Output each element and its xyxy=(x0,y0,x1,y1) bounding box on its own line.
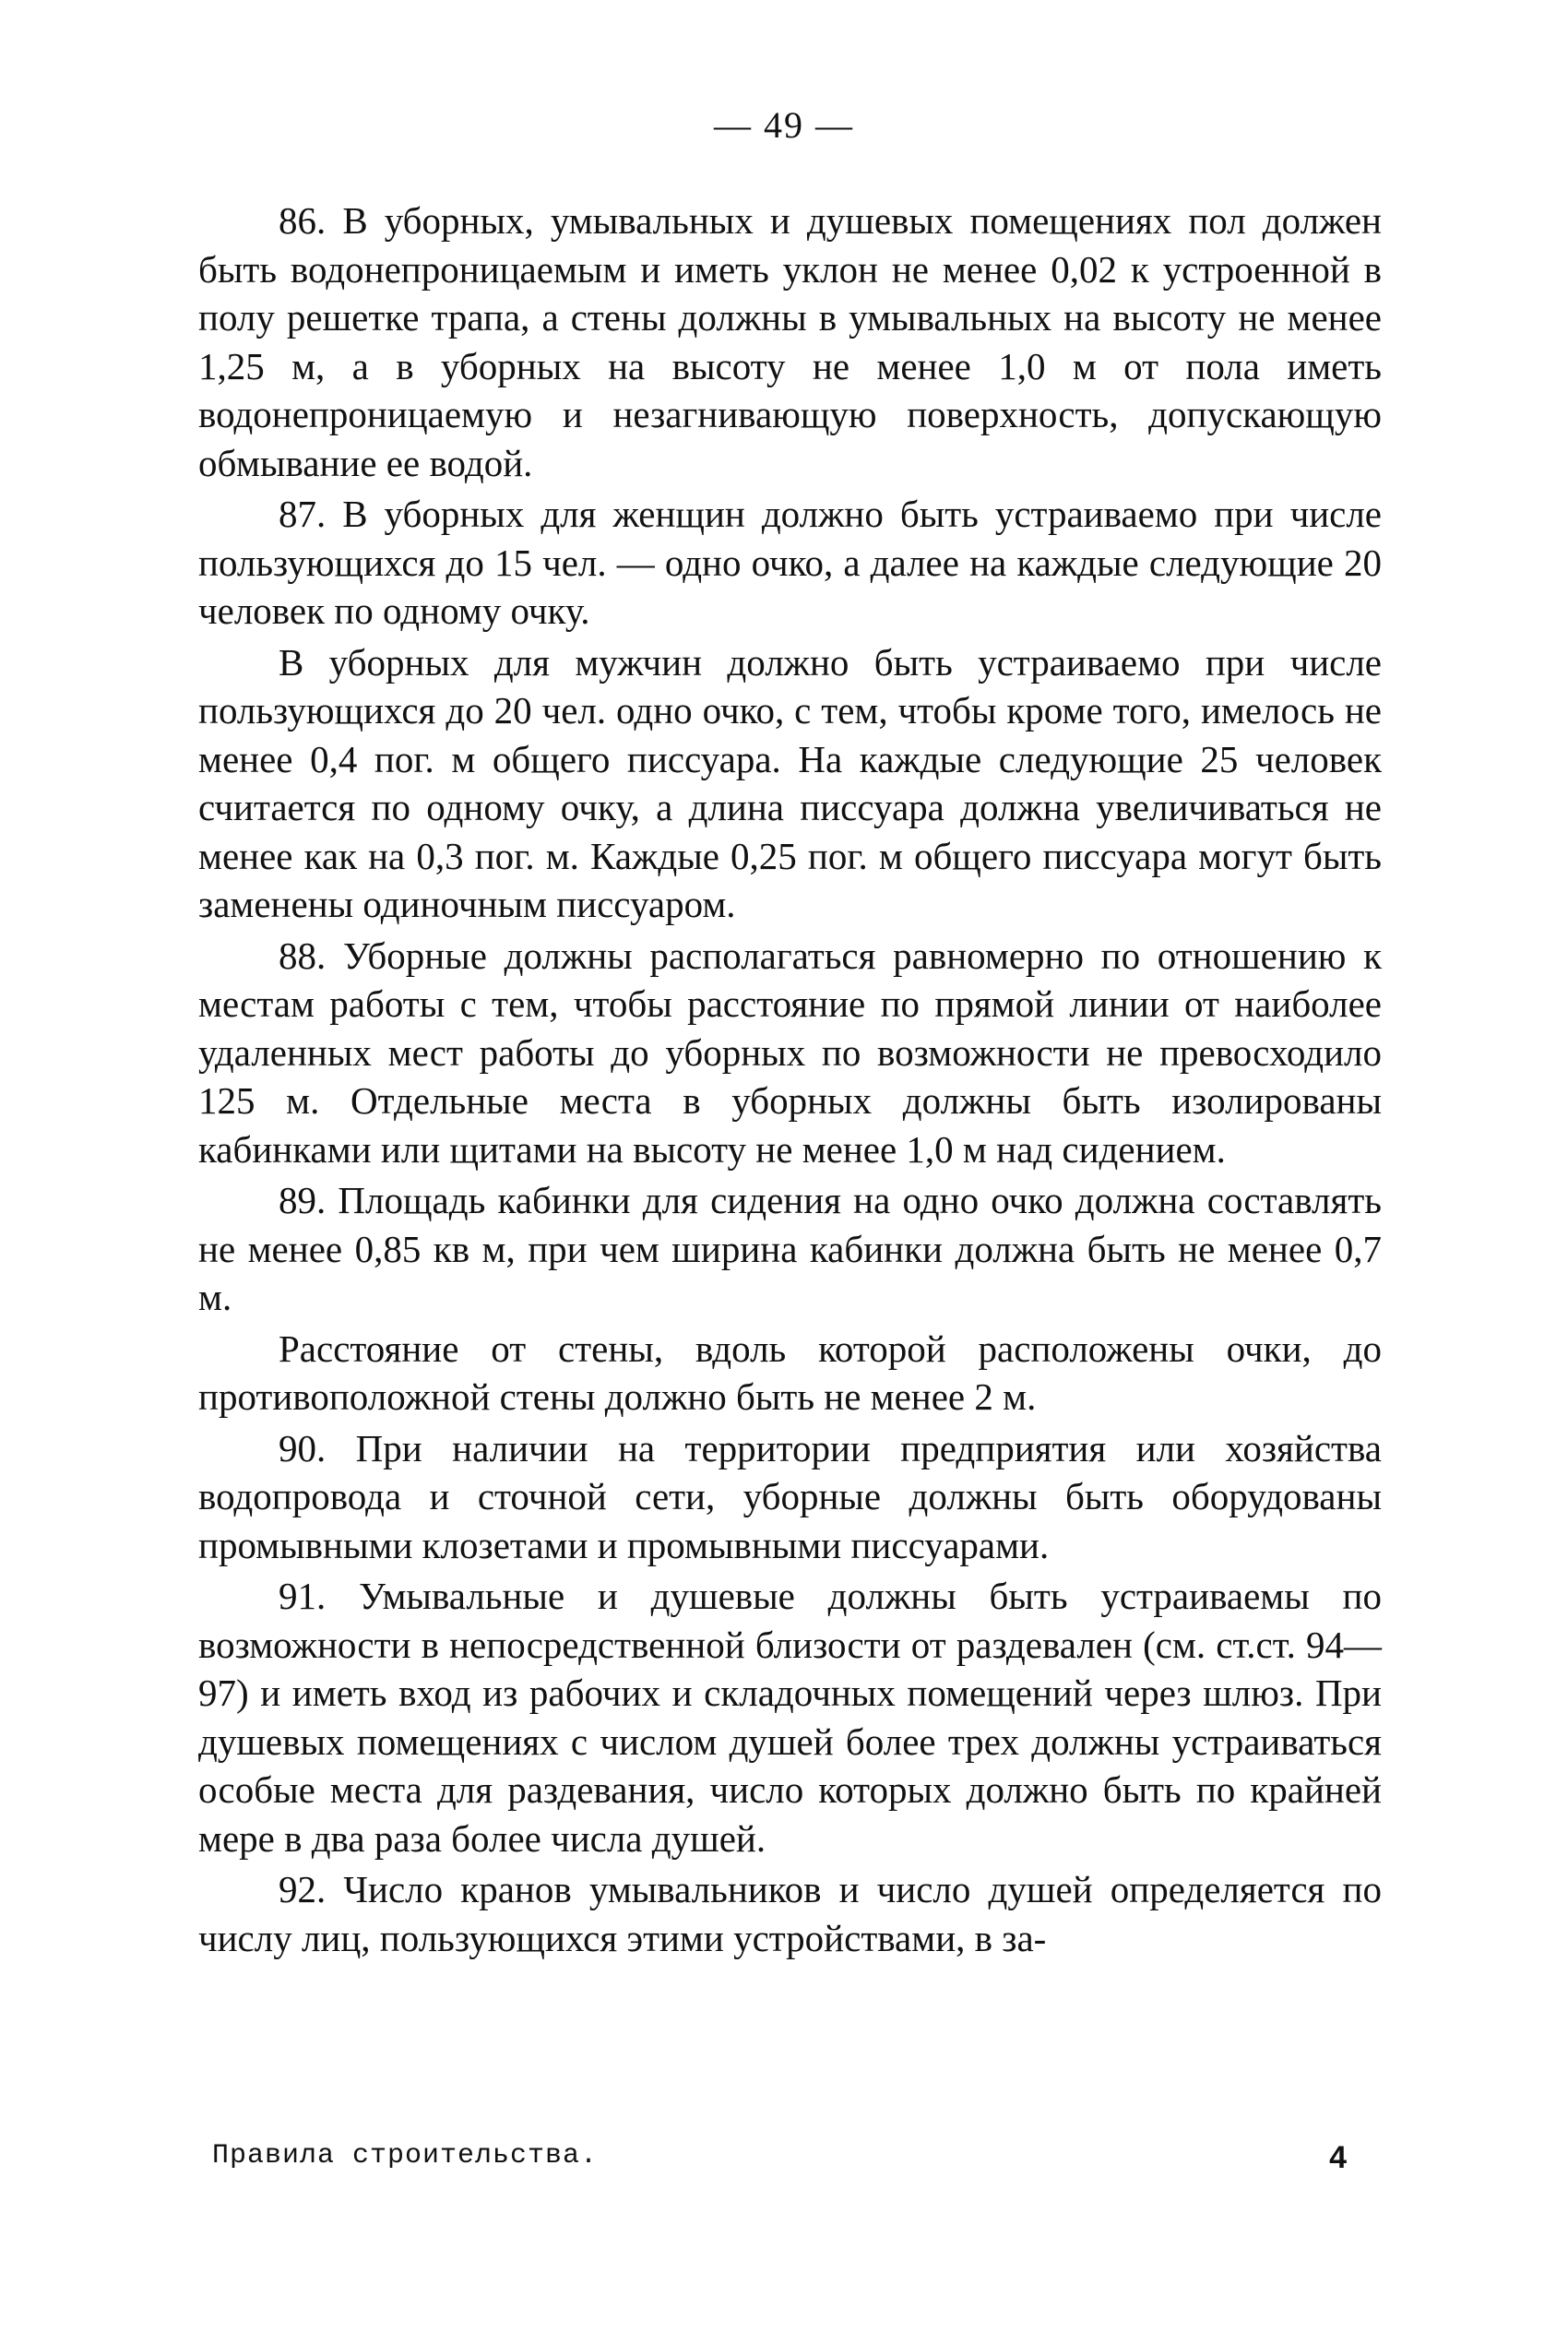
paragraph-92: 92. Число кранов умывальников и число душей определяется по числу лиц, пользующихся этими устройствами, в за- xyxy=(198,1868,1382,1959)
paragraph-87: 87. В уборных для женщин должно быть устраиваемо при числе пользующихся до 15 чел. — одно очко, а далее на каждые следующие 20 человек по одному очку. xyxy=(198,493,1382,632)
paragraph-91: 91. Умывальные и душевые должны быть устраиваемы по возможности в непосредственной близости от раздевален (см. ст.ст. 94—97) и иметь вход из рабочих и складочных помещений через шлюз. При душевых помещениях с числом душей более трех должны устраиваться особые места для раздевания, число которых должно быть по крайней мере в два раза более числа душей. xyxy=(198,1575,1382,1860)
paragraph-89: 89. Площадь кабинки для сидения на одно очко должна составлять не менее 0,85 кв м, при чем ширина кабинки должна быть не менее 0,7 м. xyxy=(198,1179,1382,1318)
page-number: — 49 — xyxy=(714,104,854,146)
body-text xyxy=(198,196,1382,1962)
page-footer xyxy=(212,2140,1347,2195)
footer-title: Правила строительства. xyxy=(212,2140,599,2171)
paragraph-89-distance: Расстояние от стены, вдоль которой расположены очки, до противоположной стены должно быть не менее 2 м. xyxy=(198,1327,1382,1418)
paragraph-90: 90. При наличии на территории предприятия или хозяйства водопровода и сточной сети, уборные должны быть оборудованы промывными клозетами и промывными писсуарами. xyxy=(198,1426,1382,1566)
paragraph-88: 88. Уборные должны располагаться равномерно по отношению к местам работы с тем, чтобы расстояние по прямой линии от наиболее удаленных мест работы до уборных по возможности не превосходило 125 м. Отдельные места в уборных должны быть изолированы кабинками или щитами на высоту не менее 1,0 м над сидением. xyxy=(198,934,1382,1171)
paragraph-87-men: В уборных для мужчин должно быть устраиваемо при числе пользующихся до 20 чел. одно очко, с тем, чтобы кроме того, имелось не менее 0,4 пог. м общего писсуара. На каждые следующие 25 человек считается по одному очку, а длина писсуара должна увеличиваться не менее как на 0,3 пог. м. Каждые 0,25 пог. м общего писсуара могут быть заменены одиночным писсуаром. xyxy=(198,640,1382,925)
paragraph-86: 86. В уборных, умывальных и душевых помещениях пол должен быть водонепроницаемым и иметь уклон не менее 0,02 к устроенной в полу решетке трапа, а стены должны в умывальных на высоту не менее 1,25 м, а в уборных на высоту не менее 1,0 м от пола иметь водонепроницаемую и незагнивающую поверхность, допускающую обмывание ее водой. xyxy=(198,199,1382,484)
signature-mark: 4 xyxy=(1329,2140,1347,2175)
